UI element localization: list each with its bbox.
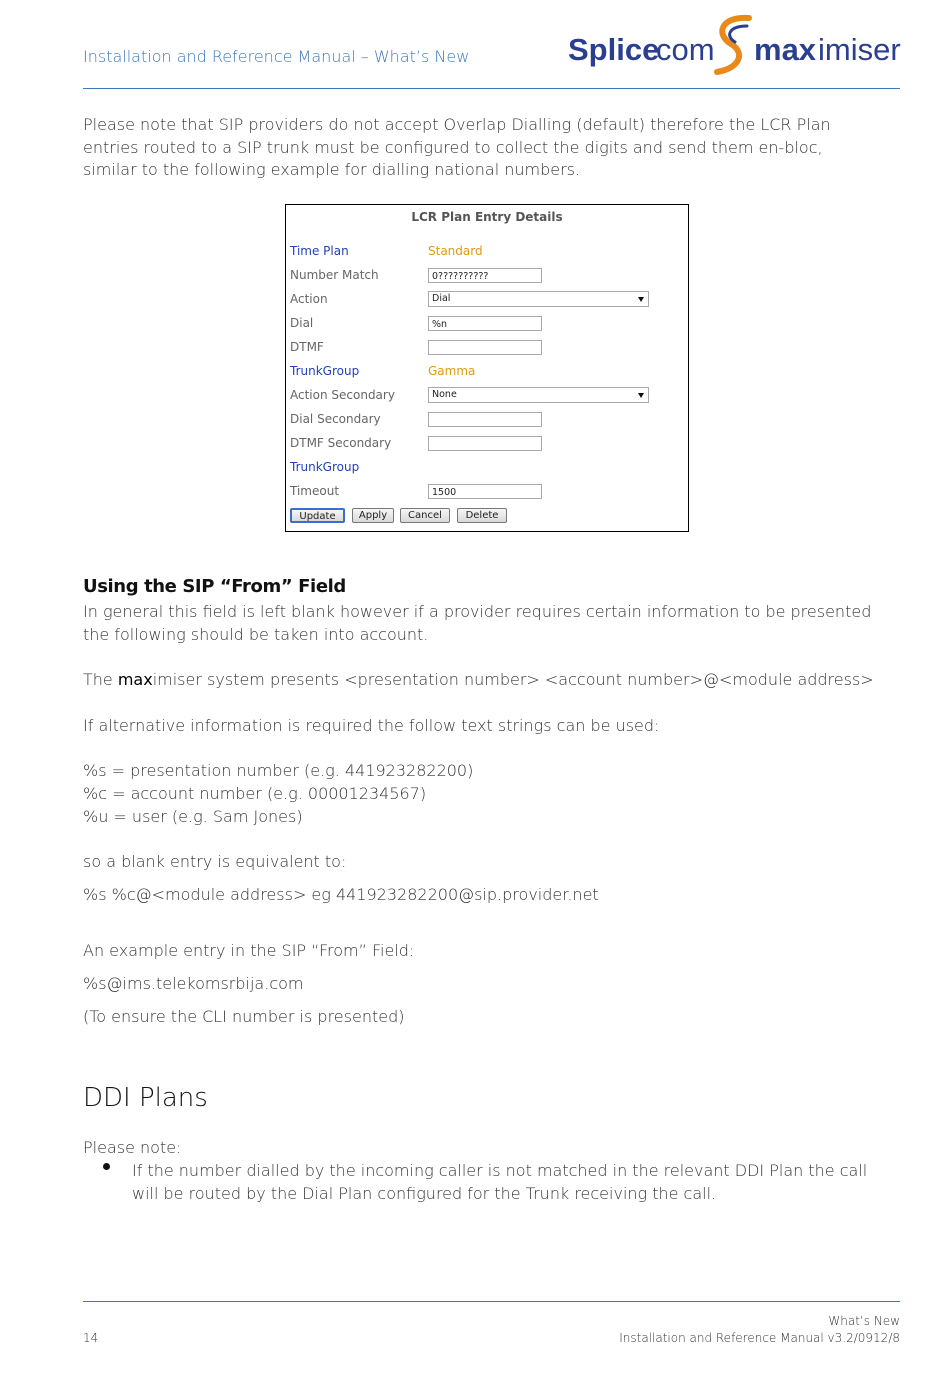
header-title: Installation and Reference Manual – What’s New — [83, 47, 470, 66]
number-match-label: Number Match — [290, 268, 379, 282]
intro-paragraph: Please note that SIP providers do not accept Overlap Dialling (default) therefore the LCR Plan entries routed to a SIP trunk must be configured to collect the digits and send them en-bloc, similar to the following example for dialling national numbers. — [83, 115, 831, 180]
number-match-input[interactable]: 0?????????? — [428, 268, 542, 283]
footer-section: What’s New — [828, 1314, 900, 1328]
dtmf-secondary-input[interactable] — [428, 436, 542, 451]
dial-input[interactable]: %n — [428, 316, 542, 331]
logo-splice: Splice — [568, 32, 660, 67]
dial-secondary-label: Dial Secondary — [290, 412, 381, 426]
action-secondary-select-value: None — [432, 389, 457, 400]
action-secondary-select[interactable] — [428, 387, 649, 403]
sip-from-paragraph-6: An example entry in the SIP “From” Field: — [83, 941, 415, 960]
footer-document: Installation and Reference Manual v3.2/0912/8 — [619, 1331, 900, 1345]
cancel-button[interactable]: Cancel — [400, 508, 450, 523]
sip-from-paragraph-7: %s@ims.telekomsrbija.com — [83, 974, 304, 993]
figure-title: LCR Plan Entry Details — [411, 210, 563, 224]
dtmf-secondary-label: DTMF Secondary — [290, 436, 392, 450]
footer-page-number: 14 — [83, 1331, 99, 1345]
code-line-s: %s = presentation number (e.g. 441923282200) — [83, 761, 474, 780]
delete-button[interactable]: Delete — [457, 508, 507, 523]
p2-post: imiser system presents <presentation number> <account number>@<module address> — [152, 670, 874, 689]
logo-s-swoosh-icon — [711, 14, 755, 76]
sip-from-paragraph-5: %s %c@<module address> eg 441923282200@sip.provider.net — [83, 885, 599, 904]
trunkgroup-secondary-label[interactable]: TrunkGroup — [290, 460, 360, 474]
sip-from-paragraph-1: In general this field is left blank however if a provider requires certain information to be presented the following should be taken into account. — [83, 602, 872, 644]
p2-brand: max — [117, 670, 153, 689]
header-rule — [83, 88, 900, 89]
splicecom-maximiser-logo — [568, 14, 900, 80]
p2-pre: The — [83, 670, 118, 689]
logo-max: max — [754, 32, 817, 67]
sip-from-paragraph-2 — [83, 669, 883, 692]
update-button[interactable]: Update — [290, 508, 345, 523]
logo-com: com — [656, 32, 715, 67]
bullet-icon — [103, 1163, 110, 1170]
dial-label: Dial — [290, 316, 314, 330]
action-secondary-label: Action Secondary — [290, 388, 395, 402]
lcr-plan-entry-figure — [285, 204, 689, 532]
trunkgroup-value: Gamma — [428, 364, 476, 378]
logo-imiser: imiser — [818, 32, 901, 67]
action-select[interactable] — [428, 291, 649, 307]
time-plan-label[interactable]: Time Plan — [290, 244, 349, 258]
dtmf-input[interactable] — [428, 340, 542, 355]
dropdown-arrow-icon — [638, 393, 644, 398]
sip-from-heading: Using the SIP “From” Field — [83, 576, 346, 597]
dial-secondary-input[interactable] — [428, 412, 542, 427]
sip-from-paragraph-4: so a blank entry is equivalent to: — [83, 852, 347, 871]
sip-from-paragraph-8: (To ensure the CLI number is presented) — [83, 1007, 405, 1026]
dropdown-arrow-icon — [638, 297, 644, 302]
ddi-plans-heading: DDI Plans — [83, 1083, 208, 1113]
ddi-bullet-text: If the number dialled by the incoming caller is not matched in the relevant DDI Plan the call will be routed by the Dial Plan configured for the Trunk receiving the call. — [132, 1161, 868, 1203]
action-label: Action — [290, 292, 328, 306]
code-line-u: %u = user (e.g. Sam Jones) — [83, 807, 303, 826]
code-line-c: %c = account number (e.g. 00001234567) — [83, 784, 427, 803]
timeout-input[interactable]: 1500 — [428, 484, 542, 499]
apply-button[interactable]: Apply — [352, 508, 394, 523]
action-select-value: Dial — [432, 293, 451, 304]
timeout-label: Timeout — [290, 484, 340, 498]
ddi-note: Please note: — [83, 1138, 182, 1157]
footer-rule — [83, 1301, 900, 1302]
dtmf-label: DTMF — [290, 340, 324, 354]
trunkgroup-label[interactable]: TrunkGroup — [290, 364, 360, 378]
sip-from-paragraph-3: If alternative information is required the follow text strings can be used: — [83, 716, 660, 735]
time-plan-value: Standard — [428, 244, 483, 258]
